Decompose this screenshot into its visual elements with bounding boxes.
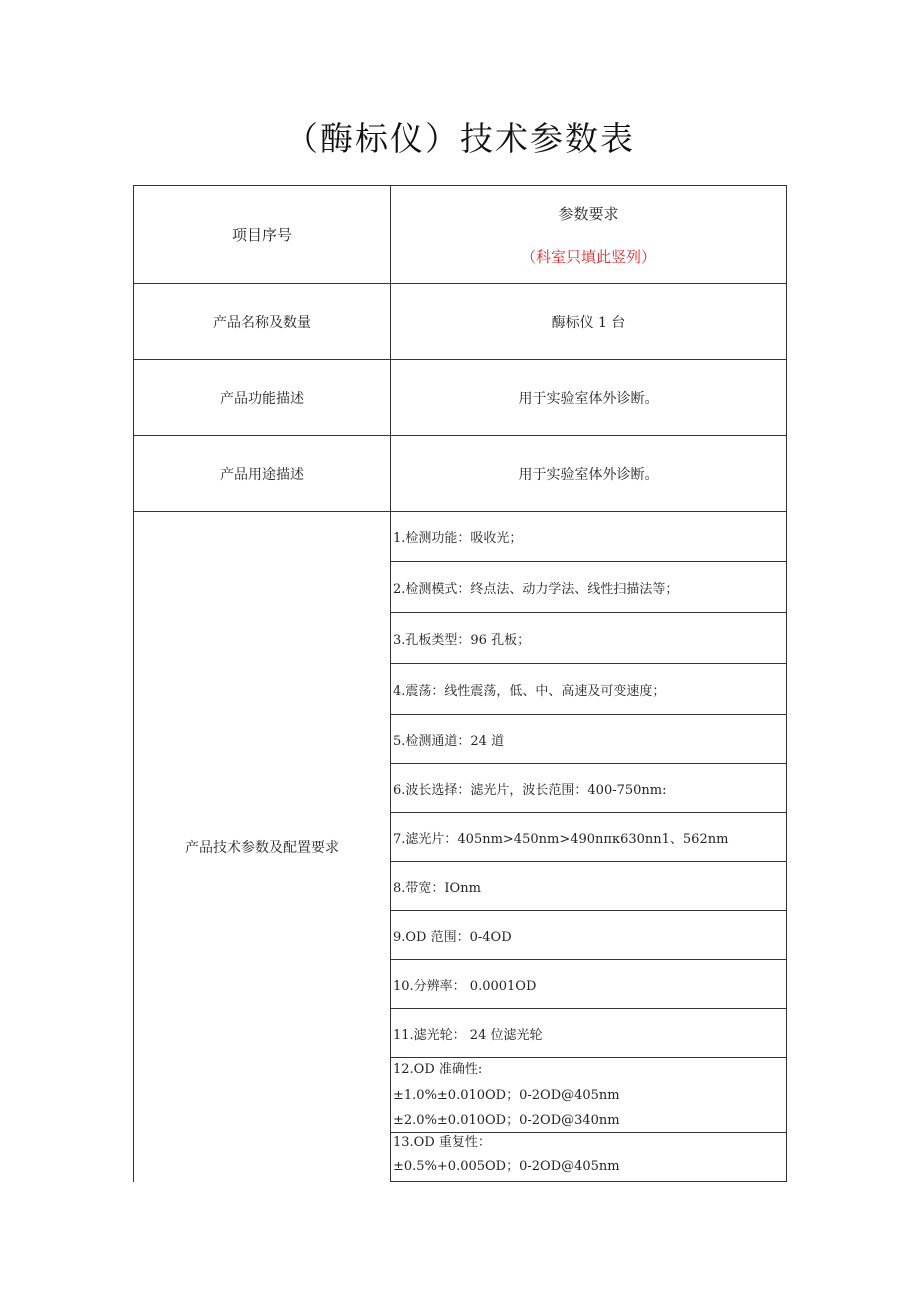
header-note: （科室只填此竖列） — [520, 247, 656, 266]
tech-item: 5.检测通道：24 道 — [393, 733, 505, 749]
tech-item: 1.检测功能：吸收光； — [393, 531, 523, 546]
row-value-function: 用于实验室体外诊断。 — [518, 390, 659, 407]
row-label-function: 产品功能描述 — [220, 390, 304, 407]
tech-item: 2.检测模式：终点法、动力学法、线性扫描法等； — [393, 581, 679, 597]
tech-item-line: ±0.5%+0.005OD；0-2OD@405nm — [393, 1159, 620, 1174]
tech-item: 9.OD 范围：0-4OD — [393, 929, 512, 945]
row-value-product-name: 酶标仪 1 台 — [551, 314, 626, 331]
tech-item-line: ±2.0%±0.010OD；0-2OD@340nm — [393, 1113, 620, 1128]
header-parameter-requirements — [391, 186, 786, 283]
tech-item-line: ±1.0%±0.010OD；0-2OD@405nm — [393, 1088, 620, 1103]
tech-params-label: 产品技术参数及配置要求 — [185, 840, 339, 856]
tech-item-line: 13.OD 重复性： — [393, 1135, 491, 1150]
page-title: （酶标仪）技术参数表 — [285, 119, 635, 158]
tech-item: 8.带宽：IOnm — [393, 880, 481, 896]
header-parameter-title: 参数要求 — [558, 204, 619, 223]
row-label-product-name: 产品名称及数量 — [213, 314, 311, 331]
row-value-usage: 用于实验室体外诊断。 — [518, 466, 659, 483]
tech-item: 3.孔板类型：96 孔板； — [393, 632, 531, 648]
tech-item: 4.震荡：线性震荡，低、中、高速及可变速度； — [393, 683, 666, 699]
tech-item: 6.波长选择：滤光片，波长范围：400-750nm: — [393, 782, 667, 798]
tech-item: 7.滤光片：405nm>450nm>490nπκ630nn1、562nm — [393, 831, 729, 847]
tech-item: 10.分辨率： 0.0001OD — [393, 978, 537, 994]
header-item-number: 项目序号 — [231, 226, 292, 244]
row-label-usage: 产品用途描述 — [220, 466, 304, 483]
tech-item-repeatability — [391, 1133, 786, 1181]
tech-item-line: 12.OD 准确性: — [393, 1062, 483, 1077]
tech-item: 11.滤光轮： 24 位滤光轮 — [393, 1027, 543, 1043]
tech-item-accuracy — [391, 1058, 786, 1132]
